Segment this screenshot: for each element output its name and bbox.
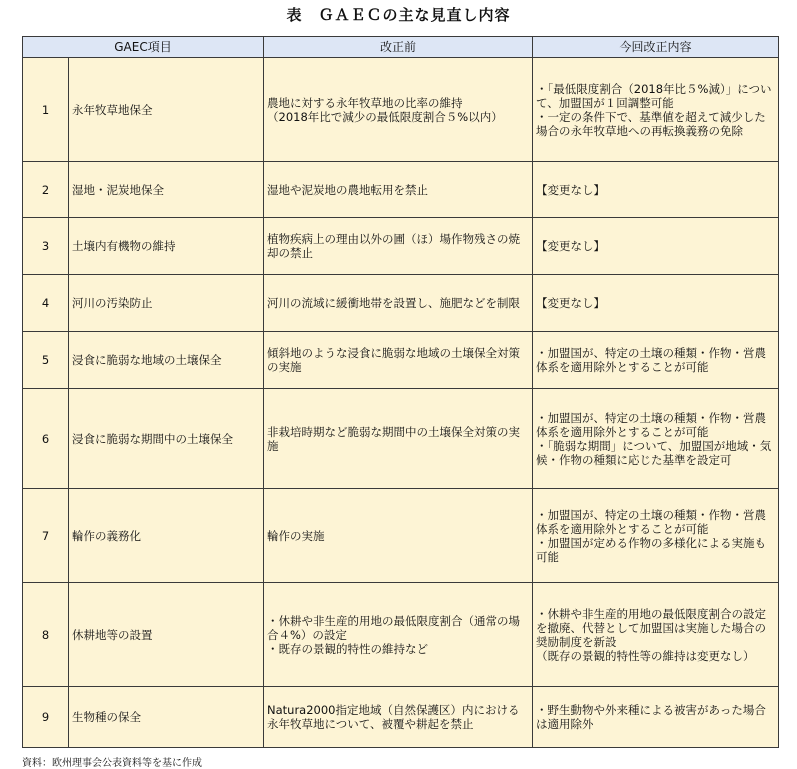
header-row [23, 37, 779, 58]
table-row [23, 275, 779, 332]
row-number: 2 [23, 162, 69, 218]
row-number: 6 [23, 389, 69, 489]
before-content: 湿地や泥炭地の農地転用を禁止 [264, 162, 533, 218]
row-number: 9 [23, 687, 69, 748]
gaec-item: 浸食に脆弱な地域の土壌保全 [69, 332, 264, 389]
after-content: ・加盟国が、特定の土壌の種類・作物・営農体系を適用除外とすることが可能 ・加盟国が定める作物の多様化による実施も可能 [533, 489, 779, 583]
gaec-item: 湿地・泥炭地保全 [69, 162, 264, 218]
before-content: ・休耕や非生産的用地の最低限度割合（通常の場合４%）の設定 ・既存の景観的特性の維持など [264, 583, 533, 687]
row-number: 5 [23, 332, 69, 389]
source-note: 資料：欧州理事会公表資料等を基に作成 [22, 758, 202, 769]
row-number: 7 [23, 489, 69, 583]
gaec-item: 生物種の保全 [69, 687, 264, 748]
gaec-item: 輪作の義務化 [69, 489, 264, 583]
after-content: ・加盟国が、特定の土壌の種類・作物・営農体系を適用除外とすることが可能 [533, 332, 779, 389]
table-row [23, 332, 779, 389]
after-content: 【変更なし】 [533, 162, 779, 218]
header-after: 今回改正内容 [533, 37, 779, 58]
row-number: 8 [23, 583, 69, 687]
after-content: 【変更なし】 [533, 275, 779, 332]
before-content: 植物疾病上の理由以外の圃（ほ）場作物残さの焼却の禁止 [264, 218, 533, 275]
before-content: 河川の流域に緩衝地帯を設置し、施肥などを制限 [264, 275, 533, 332]
after-content: ・「最低限度割合（2018年比５%減）」について、加盟国が１回調整可能 ・一定の条件下で、基準値を超えて減少した場合の永年牧草地への再転換義務の免除 [533, 58, 779, 162]
table-row [23, 162, 779, 218]
table-row [23, 583, 779, 687]
gaec-item: 土壌内有機物の維持 [69, 218, 264, 275]
header-before: 改正前 [264, 37, 533, 58]
gaec-item: 永年牧草地保全 [69, 58, 264, 162]
before-content: 農地に対する永年牧草地の比率の維持 （2018年比で減少の最低限度割合５%以内） [264, 58, 533, 162]
before-content: 傾斜地のような浸食に脆弱な地域の土壌保全対策の実施 [264, 332, 533, 389]
table-row [23, 687, 779, 748]
table-title: 表 ＧＡＥＣの主な見直し内容 [286, 6, 511, 24]
table-row [23, 58, 779, 162]
gaec-item: 浸食に脆弱な期間中の土壌保全 [69, 389, 264, 489]
after-content: ・休耕や非生産的用地の最低限度割合の設定を撤廃、代替として加盟国は実施した場合の奨励制度を新設 （既存の景観的特性等の維持は変更なし） [533, 583, 779, 687]
before-content: 非栽培時期など脆弱な期間中の土壌保全対策の実施 [264, 389, 533, 489]
table-row [23, 489, 779, 583]
row-number: 3 [23, 218, 69, 275]
before-content: 輪作の実施 [264, 489, 533, 583]
gaec-table [22, 36, 779, 748]
row-number: 1 [23, 58, 69, 162]
table-row [23, 389, 779, 489]
after-content: ・野生動物や外来種による被害があった場合は適用除外 [533, 687, 779, 748]
after-content: ・加盟国が、特定の土壌の種類・作物・営農体系を適用除外とすることが可能 ・「脆弱な期間」について、加盟国が地域・気候・作物の種類に応じた基準を設定可 [533, 389, 779, 489]
before-content: Natura2000指定地域（自然保護区）内における永年牧草地について、被覆や耕起を禁止 [264, 687, 533, 748]
header-gaec-item: GAEC項目 [23, 37, 264, 58]
after-content: 【変更なし】 [533, 218, 779, 275]
gaec-item: 河川の汚染防止 [69, 275, 264, 332]
row-number: 4 [23, 275, 69, 332]
table-row [23, 218, 779, 275]
gaec-item: 休耕地等の設置 [69, 583, 264, 687]
